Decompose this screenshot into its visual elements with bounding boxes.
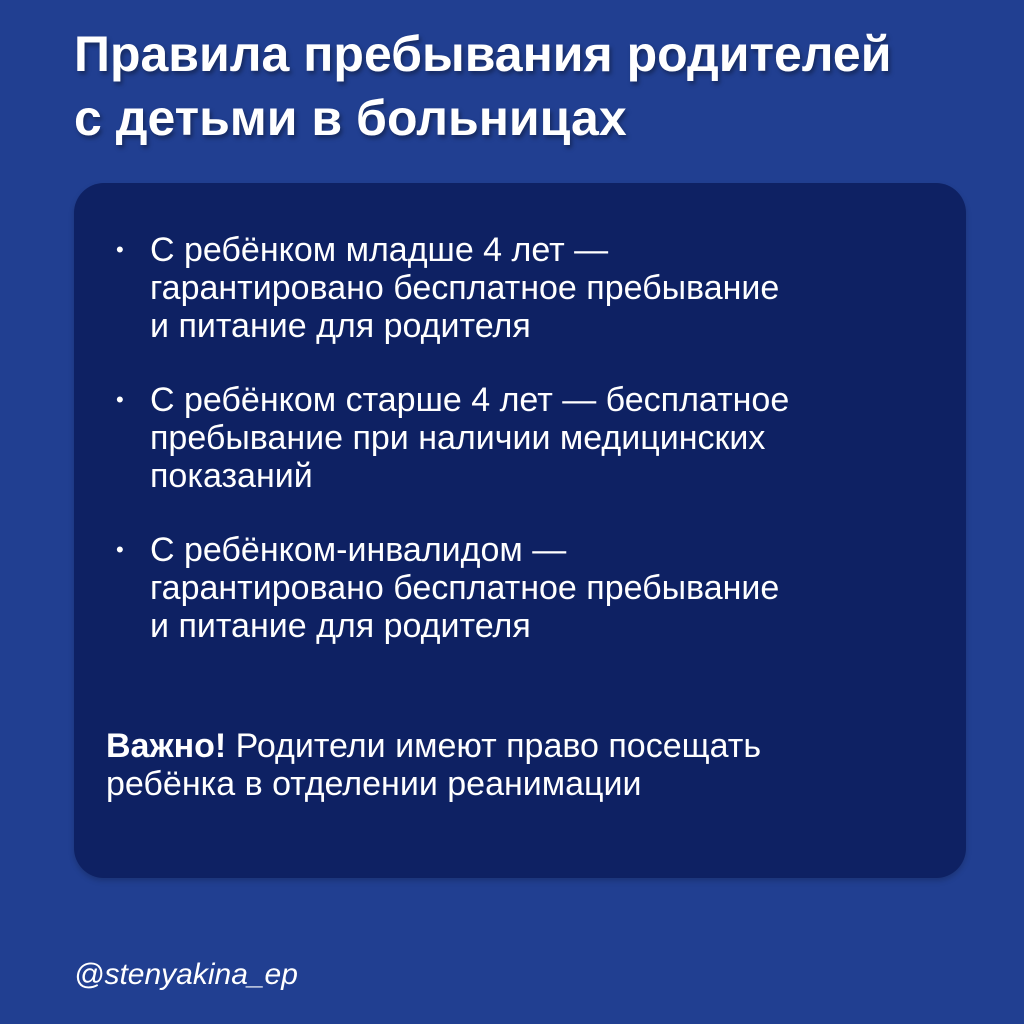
- list-item-line: и питание для родителя: [150, 307, 531, 345]
- rules-list: [106, 231, 946, 681]
- note-line-2: ребёнка в отделении реанимации: [106, 765, 642, 803]
- important-note: [106, 727, 946, 803]
- list-item-line: и питание для родителя: [150, 607, 531, 645]
- page-title: [74, 22, 994, 150]
- list-item: [106, 381, 946, 495]
- author-handle: @stenyakina_ep: [74, 958, 298, 991]
- note-emphasis: Важно!: [106, 727, 227, 765]
- list-item: [106, 531, 946, 645]
- list-item-line: пребывание при наличии медицинских: [150, 419, 766, 457]
- list-item-line: гарантировано бесплатное пребывание: [150, 569, 780, 607]
- note-text: Родители имеют право посещать: [226, 727, 762, 765]
- rules-card: [74, 183, 966, 878]
- list-item-line: С ребёнком младше 4 лет —: [150, 231, 609, 269]
- title-line-1: Правила пребывания родителей: [74, 26, 892, 82]
- note-line-1: [106, 727, 946, 765]
- list-item-line: С ребёнком старше 4 лет — бесплатное: [150, 381, 790, 419]
- list-item-line: показаний: [150, 457, 313, 495]
- bullet-icon: •: [116, 237, 124, 262]
- title-line-2: с детьми в больницах: [74, 90, 627, 146]
- list-item-line: С ребёнком-инвалидом —: [150, 531, 567, 569]
- bullet-icon: •: [116, 537, 124, 562]
- bullet-icon: •: [116, 387, 124, 412]
- list-item: [106, 231, 946, 345]
- list-item-line: гарантировано бесплатное пребывание: [150, 269, 780, 307]
